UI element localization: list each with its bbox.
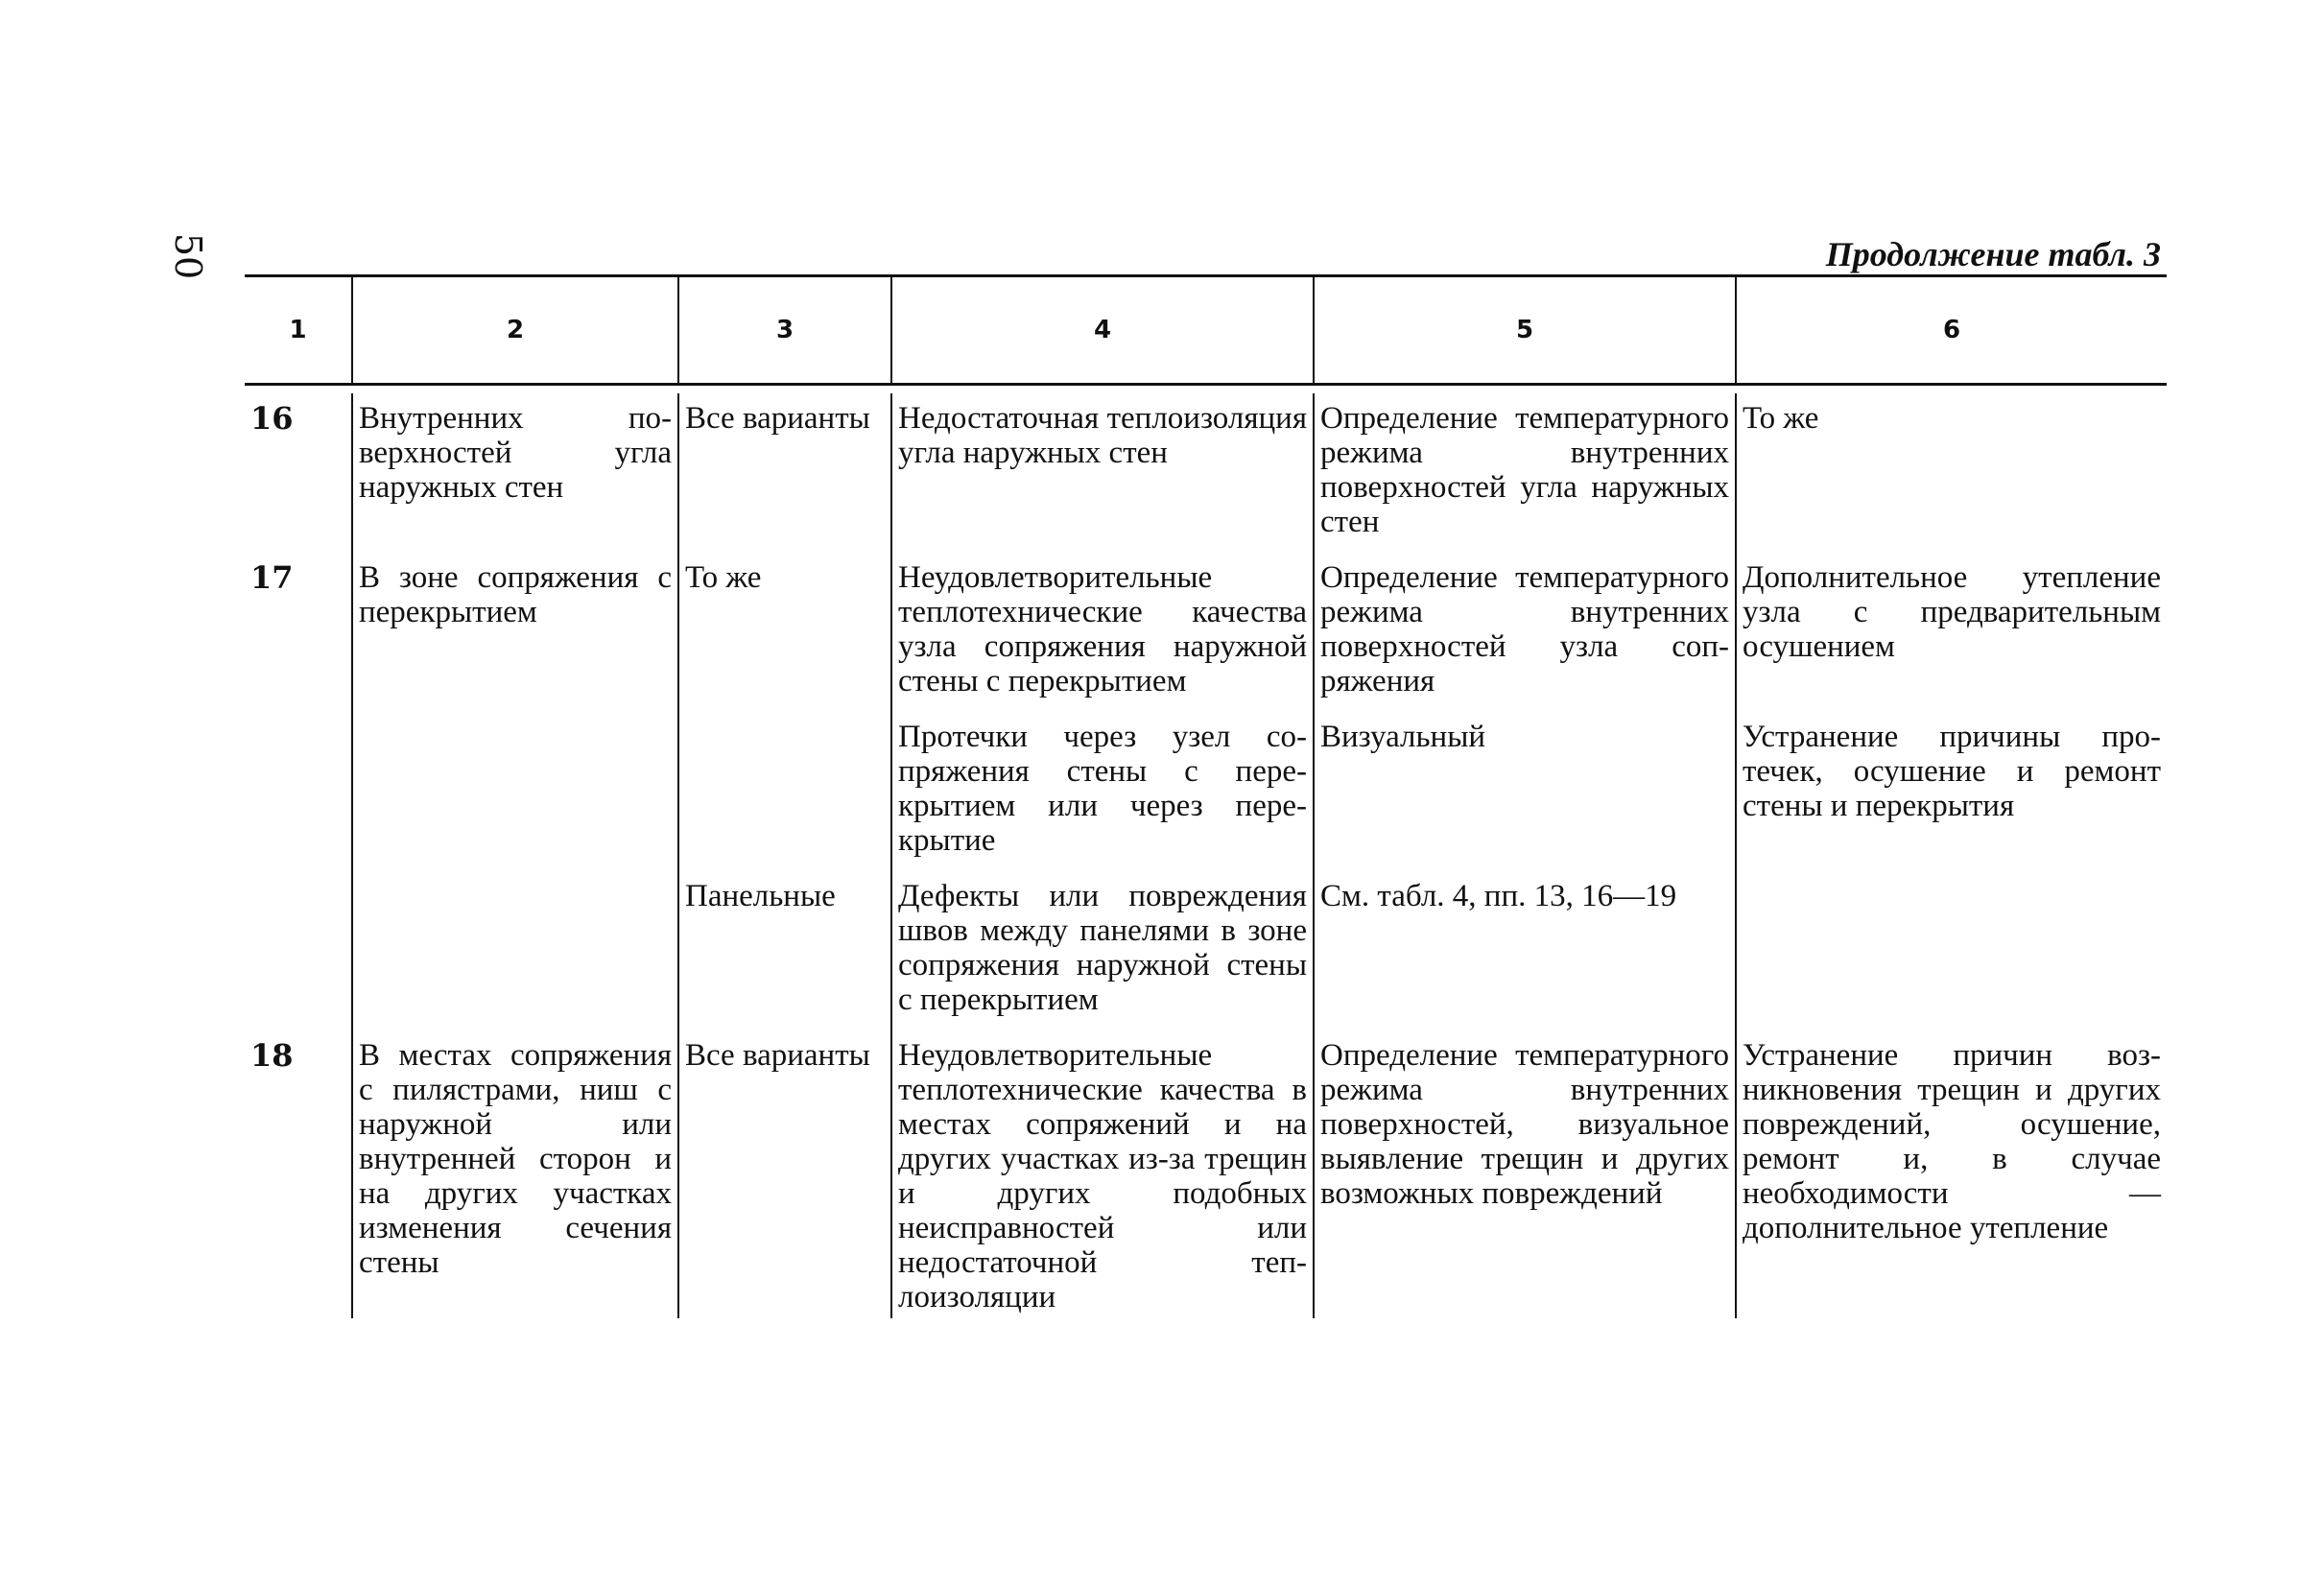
method-cell: Визуальный <box>1314 702 1736 862</box>
variant-cell: Все варианты <box>678 1021 891 1318</box>
table-row <box>245 543 2167 702</box>
defect-cell: Протечки через узел сопряжения стены с перекрытием или через перекрытие <box>891 702 1314 862</box>
method-cell: Определение температурного режима внутренних поверхностей угла наружных стен <box>1314 393 1736 543</box>
location-cell: В зоне сопряжения с перекрытием <box>352 543 678 702</box>
remedy-cell: То же <box>1736 393 2167 543</box>
column-header-6: 6 <box>1736 276 2167 385</box>
remedy-cell: Дополнительное утепление узла с предварительным осушением <box>1736 543 2167 702</box>
remedy-cell: Устранение причин возникновения трещин и других повреждений, осушение, ремонт и, в случае необходимости — дополнительное утепление <box>1736 1021 2167 1318</box>
row-number: 18 <box>250 1037 294 1074</box>
location-cell: В местах сопряжения с пилястрами, ниш с наружной или внутренней сторон и на других участках изменения сечения стены <box>352 1021 678 1318</box>
table-row <box>245 393 2167 543</box>
row-number: 16 <box>250 400 294 437</box>
remedy-cell <box>1736 862 2167 1021</box>
variant-cell <box>678 702 891 862</box>
remedy-cell: Устранение причины протечек, осушение и ремонт стены и перекрытия <box>1736 702 2167 862</box>
variant-cell: Панельные <box>678 862 891 1021</box>
method-cell: См. табл. 4, пп. 13, 16—19 <box>1314 862 1736 1021</box>
method-cell: Определение температурного режима внутренних поверхностей, визуальное выявление трещин и других возможных повреждений <box>1314 1021 1736 1318</box>
column-header-3: 3 <box>678 276 891 385</box>
variant-cell: То же <box>678 543 891 702</box>
defect-cell: Дефекты или повреждения швов между панелями в зоне сопряжения наружной стены с перекрытием <box>891 862 1314 1021</box>
defect-cell: Неудовлетворительные теплотехнические качества узла сопряжения наружной стены с перекрытием <box>891 543 1314 702</box>
table-row <box>245 862 2167 1021</box>
row-number: 17 <box>250 559 294 596</box>
column-header-2: 2 <box>352 276 678 385</box>
defect-cell: Неудовлетворительные теплотехнические качества в местах сопряжений и на других участках из-за трещин и других подобных неисправностей или недостаточной теплоизоляции <box>891 1021 1314 1318</box>
defects-table <box>245 274 2167 1318</box>
row-number <box>245 862 352 1021</box>
table-header <box>245 276 2167 394</box>
variant-cell: Все варианты <box>678 393 891 543</box>
continuation-title: Продолжение табл. 3 <box>1825 235 2161 273</box>
location-cell: Внутренних поверхностей угла наружных стен <box>352 393 678 543</box>
table-body <box>245 393 2167 1318</box>
column-header-5: 5 <box>1314 276 1736 385</box>
location-cell <box>352 862 678 1021</box>
column-header-4: 4 <box>891 276 1314 385</box>
column-header-1: 1 <box>245 276 352 385</box>
table-row <box>245 702 2167 862</box>
method-cell: Определение температурного режима внутренних поверхностей узла сопряжения <box>1314 543 1736 702</box>
table-3-continuation <box>245 274 2167 1318</box>
defect-cell: Недостаточная теплоизоляция угла наружных стен <box>891 393 1314 543</box>
location-cell <box>352 702 678 862</box>
table-row <box>245 1021 2167 1318</box>
row-number <box>245 702 352 862</box>
page-number: 50 <box>167 232 210 280</box>
